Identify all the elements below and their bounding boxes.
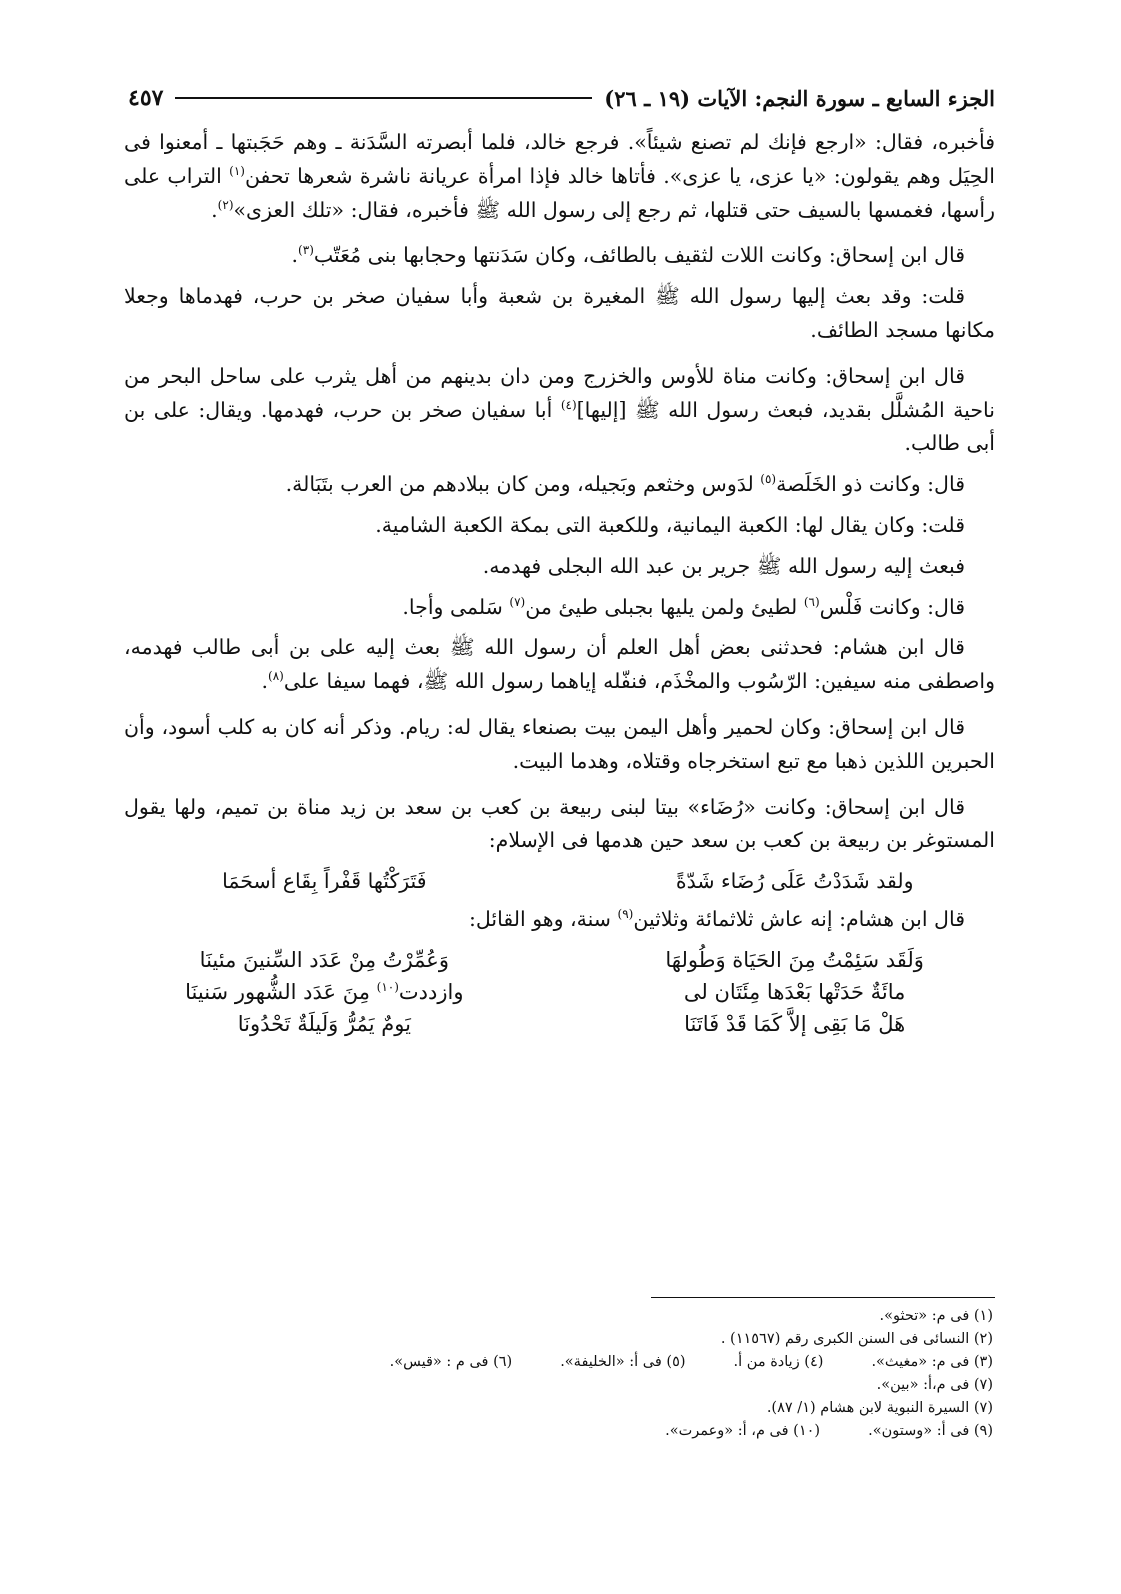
footnote: (١٠) فى م، أ: «وعمرت». — [665, 1423, 821, 1439]
text-run: قال ابن هشام: فحدثنى بعض أهل العلم أن رسول الله ﷺ بعث إليه على بن أبى طالب فهدمه، واصطفى منه سيفين: الرّسُوب والمخْذَم، فنفّله إياهما رسول الله ﷺ، فهما سيفا على — [124, 635, 995, 694]
footnote: (٤) زيادة من أ. — [733, 1354, 824, 1370]
paragraph-9 — [124, 631, 995, 699]
footnote-ref: (٦) — [803, 594, 820, 609]
verse-left-hemistich: وَعُمِّرْتُ مِنْ عَدَد السِّنينَ مئينَا — [199, 947, 449, 972]
punctuation: . — [291, 243, 299, 268]
paragraph-11: قال ابن إسحاق: وكانت «رُضَاء» بيتا لبنى ربيعة بن كعب بن سعد بن زيد مناة بن تميم، ولها يقول المستوغر بن ربيعة بن كعب بن سعد حين هدمها فى الإسلام: — [124, 794, 995, 853]
verse-line — [124, 944, 995, 976]
verse-line — [124, 1008, 995, 1040]
paragraph-6: قلت: وكان يقال لها: الكعبة اليمانية، وللكعبة التى بمكة الكعبة الشامية. — [375, 512, 965, 537]
text-run: وازددت — [398, 979, 464, 1004]
text-run: أبا سفيان صخر بن حرب، فهدمها. ويقال: على بن أبى طالب. — [124, 397, 995, 456]
footnote-line — [124, 1328, 993, 1351]
header-rule — [175, 97, 592, 99]
paragraph-12 — [124, 903, 995, 937]
page-header — [128, 82, 995, 114]
text-run: فأخبره، فقال: «ارجع فإنك لم تصنع شيئاً». فرجع خالد، فلما أبصرته السَّدَنة ـ وهم حَجَبتها ـ أمعنوا فى الحِيَل وهم يقولون: «يا عزى، يا عزى». فأتاها خالد فإذا امرأة عريانة ناشرة شعرها تحفن — [124, 130, 995, 188]
footnote-line — [124, 1420, 993, 1443]
paragraph-10: قال ابن إسحاق: وكان لحمير وأهل اليمن بيت بصنعاء يقال له: ريام. وذكر أنه كان به كلب أسود، وأن الحبرين اللذين ذهبا مع تبع استخرجاه وقتلاه، وهدما البيت. — [124, 714, 995, 773]
verse-left-hemistich: فَتَرَكْتُها قَفْراً بِقَاع أسحَمَا — [222, 869, 427, 894]
punctuation: . — [261, 669, 269, 694]
poem — [124, 944, 995, 1040]
footnote-ref: (٢) — [217, 197, 234, 212]
footnote: (٢) النسائى فى السنن الكبرى رقم (١١٥٦٧) . — [720, 1331, 993, 1347]
footnote-line — [124, 1374, 993, 1397]
footnote: (٩) فى أ: «وستون». — [868, 1423, 993, 1439]
footnote: (٥) فى أ: «الخليفة». — [560, 1354, 686, 1370]
footnote-ref: (٨) — [268, 669, 284, 684]
running-title: الجزء السابع ـ سورة النجم: الآيات (١٩ ـ ٢٦) — [604, 85, 995, 111]
text-run: لطيئ ولمن يليها بجبلى طيئ من — [525, 594, 798, 619]
verse-left-hemistich — [124, 976, 525, 1008]
punctuation: . — [211, 197, 218, 222]
verse-right-hemistich: ولقد شَدَدْتُ عَلَى رُضَاء شَدّةً — [675, 869, 914, 894]
footnote-ref: (١) — [229, 163, 245, 178]
text-run: قال ابن هشام: إنه عاش ثلاثمائة وثلاثين — [633, 906, 965, 931]
footnote: (٧) السيرة النبوية لابن هشام (١/ ٨٧). — [766, 1400, 993, 1416]
paragraph-5 — [124, 468, 995, 502]
text-run: قال ابن إسحاق: وكانت اللات لثقيف بالطائف، وكان سَدَنتها وحجابها بنى مُعَتّب — [313, 243, 965, 268]
footnote-line — [124, 1351, 993, 1374]
paragraph-4 — [124, 360, 995, 461]
footnotes — [124, 1305, 993, 1443]
verse-line — [124, 865, 995, 899]
footnote-ref: (٣) — [298, 243, 314, 258]
paragraph-7: فبعث إليه رسول الله ﷺ جرير بن عبد الله البجلى فهدمه. — [482, 553, 965, 578]
text-run: مِنَ عَدَد الشُّهور سَنينَا — [185, 979, 370, 1004]
footnote: (١) فى م: «تحثو». — [879, 1308, 993, 1324]
footnote-line — [124, 1397, 993, 1420]
footnote-ref: (٧) — [509, 594, 526, 609]
text-run: التراب على رأسها، فغمسها بالسيف حتى قتلها، ثم رجع إلى رسول الله ﷺ فأخبره، فقال: «تلك العزى» — [124, 163, 995, 222]
verse-right-hemistich: مائَةٌ حَدَتْها بَعْدَها مِئَتَان لى — [683, 979, 906, 1004]
footnote: (٧) فى م،أ: «بين». — [876, 1377, 993, 1393]
paragraph-1 — [124, 126, 995, 227]
footnote-line — [124, 1305, 993, 1328]
paragraph-8 — [124, 591, 995, 625]
footnote-ref: (٤) — [560, 397, 577, 412]
text-run: قال ابن إسحاق: وكانت مناة للأوس والخزرج ومن دان بدينهم من أهل يثرب على ساحل البحر من ناحية المُشلَّل بقديد، فبعث رسول الله ﷺ [إليها] — [124, 363, 995, 422]
text-run: لدَوس وخثعم وبَجيله، ومن كان ببلادهم من العرب بتَبَالة. — [285, 472, 754, 497]
footnote-ref: (٥) — [760, 472, 777, 487]
text-run: قال: وكانت فَلْس — [819, 594, 965, 619]
footnote: (٣) فى م: «مغيث». — [871, 1354, 993, 1370]
verse-line — [124, 976, 995, 1008]
text-run: قال: وكانت ذو الخَلَصة — [776, 472, 965, 497]
footnote: (٦) فى م : «قيس». — [389, 1354, 513, 1370]
verse-right-hemistich: وَلَقَد سَئِمْتُ مِنَ الحَيَاة وَطُولهَا — [665, 947, 924, 972]
paragraph-3: قلت: وقد بعث إليها رسول الله ﷺ المغيرة بن شعبة وأبا سفيان صخر بن حرب، فهدماها وجعلا مكانها مسجد الطائف. — [124, 284, 995, 342]
text-run: سنة، وهو القائل: — [468, 906, 611, 931]
footnote-separator — [651, 1297, 995, 1298]
main-text — [124, 126, 995, 1040]
footnote-ref: (١٠) — [376, 979, 399, 994]
paragraph-2 — [124, 239, 995, 273]
verse-right-hemistich: هَلْ مَا بَقِى إلاَّ كَمَا قَدْ فَاتَنَا — [684, 1011, 906, 1036]
footnote-ref: (٩) — [617, 907, 634, 922]
text-run: سَلمى وأجا. — [402, 594, 503, 619]
verse-left-hemistich: يَومٌ يَمُرُّ وَلَيلَةٌ تَحْدُونَا — [237, 1011, 411, 1036]
page-number: ٤٥٧ — [128, 85, 164, 111]
